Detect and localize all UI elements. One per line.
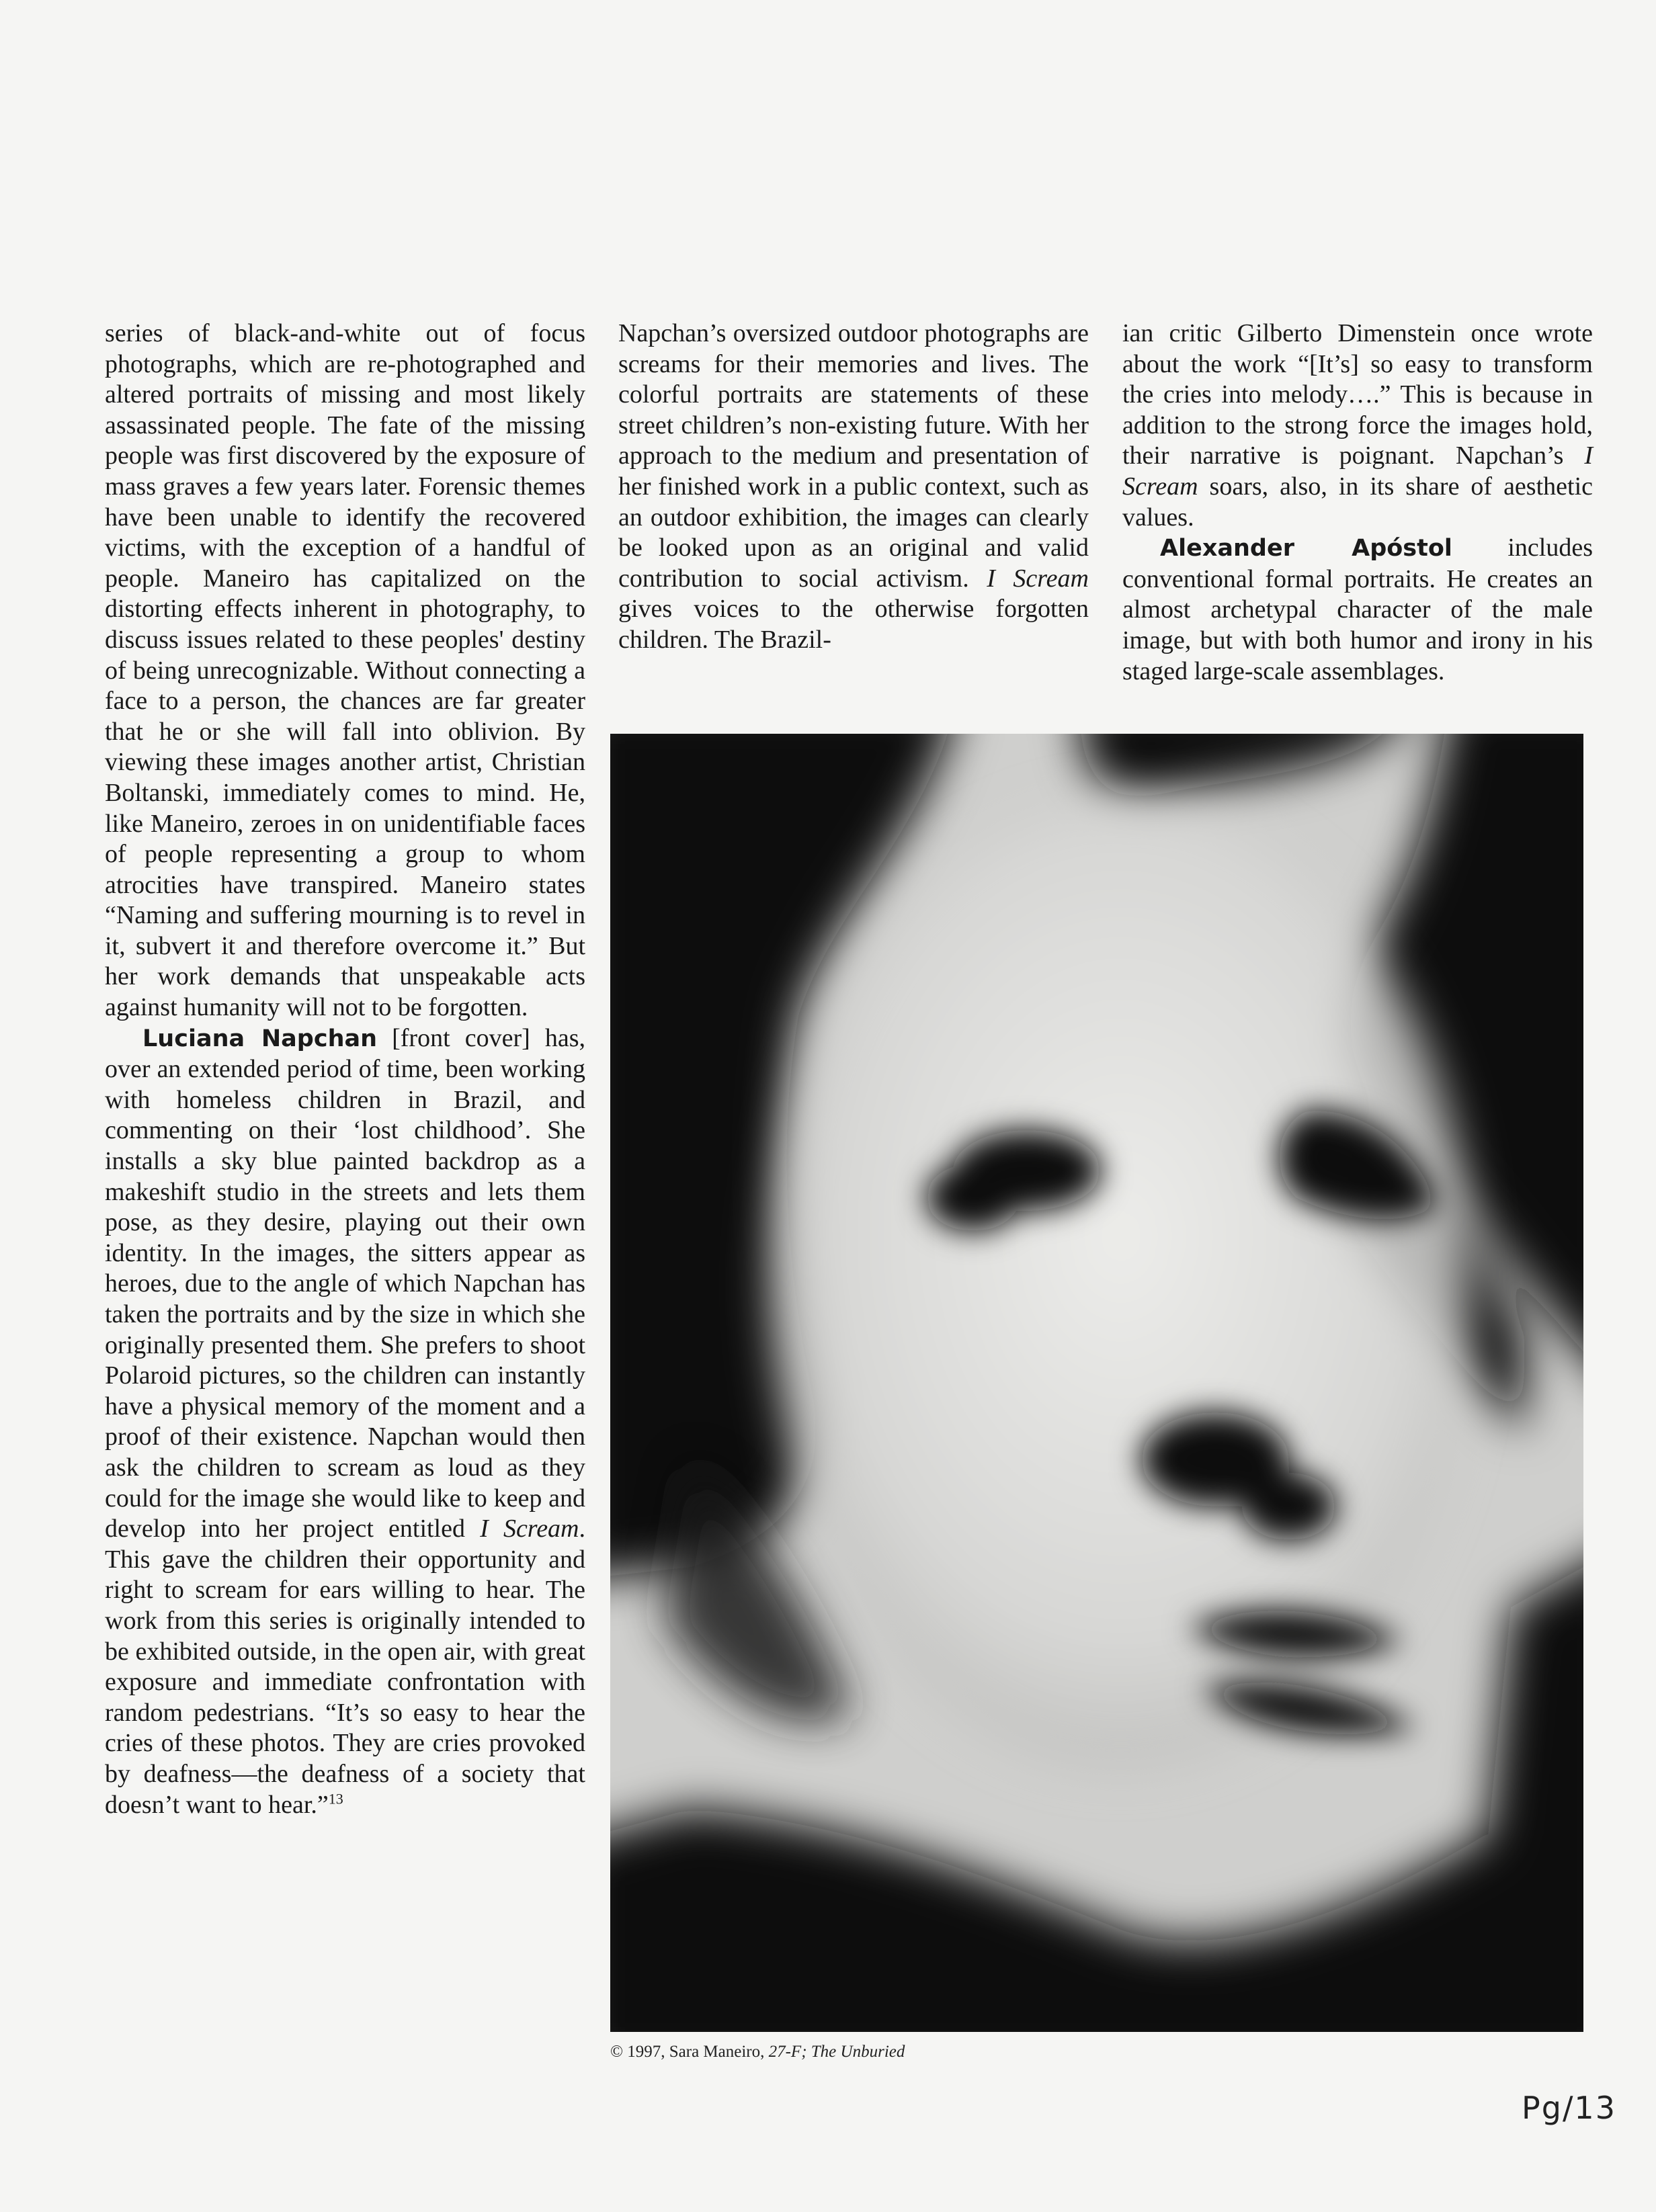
caption-credit: © 1997, Sara Maneiro, xyxy=(610,2043,769,2061)
paragraph-col3-text-b: soars, also, in its share of aesthetic values. xyxy=(1122,472,1593,531)
footnote-marker: 13 xyxy=(328,1789,343,1807)
paragraph-col2-text-b: gives voices to the otherwise forgotten children. The Brazil- xyxy=(618,595,1089,654)
work-title-i-scream: I Scream xyxy=(480,1515,579,1543)
text-column-3 xyxy=(1122,318,1593,687)
text-column-2 xyxy=(618,318,1089,656)
paragraph-dimenstein xyxy=(1122,318,1593,533)
paragraph-napchan-text-b: . This gave the children their opportunity and right to scream for ears willing to hear. The work from this series is originally intended to be exhibited outside, in the open air, with great exposure and immediate confrontation with random pedestrians. “It’s so easy to hear the cries of these photos. They are cries provoked by deafness—the deafness of a society that doesn’t want to hear.” xyxy=(105,1515,585,1819)
paragraph-col2-text-a: Napchan’s oversized outdoor photographs are screams for their memories and lives. The colorful portraits are statements of these street children’s non-existing future. With her approach to the medium and presentation of her finished work in a public context, such as an outdoor exhibition, the images can clearly be looked upon as an original and valid contribution to social activism. xyxy=(618,319,1089,593)
paragraph-maneiro: series of black-and-white out of focus photographs, which are re-photographed and altered portraits of missing and most likely assassinated people. The fate of the missing people was first discovered by the exposure of mass graves a few years later. Forensic themes have been unable to identify the recovered victims, with the exception of a handful of people. Maneiro has capitalized on the distorting effects inherent in photography, to discuss issues related to these peoples' destiny of being unrecognizable. Without connecting a face to a person, the chances are far greater that he or she will fall into oblivion. By viewing these images another artist, Christian Boltanski, immediately comes to mind. He, like Maneiro, zeroes in on unidentifiable faces of people representing a group to whom atrocities have transpired. Maneiro states “Naming and suffering mourning is to revel in it, subvert it and therefore overcome it.” But her work demands that unspeakable acts against humanity will not to be forgotten. xyxy=(105,319,585,1022)
paragraph-apostol xyxy=(1122,533,1593,687)
artist-name-apostol: Alexander Apóstol xyxy=(1160,535,1452,562)
page-number: Pg/13 xyxy=(1522,2090,1616,2126)
artist-name-napchan: Luciana Napchan xyxy=(142,1025,378,1052)
paragraph-napchan-continued xyxy=(618,318,1089,656)
paragraph-napchan xyxy=(105,1023,585,1820)
text-column-1 xyxy=(105,318,585,1820)
portrait-photograph xyxy=(610,734,1583,2032)
paragraph-apostol-text: includes conventional formal portraits. He creates an almost archetypal character of the male image, but with both humor and irony in his staged large-scale assemblages. xyxy=(1122,534,1593,685)
paragraph-col3-text-a: ian critic Gilberto Dimenstein once wrote about the work “[It’s] so easy to transform the cries into melody….” This is because in addition to the strong force the images hold, their narrative is poignant. Napchan’s xyxy=(1122,319,1593,470)
work-title-i-scream: I Scream xyxy=(1122,441,1593,501)
caption-title: 27-F; The Unburied xyxy=(768,2043,905,2061)
photo-caption xyxy=(610,2043,905,2061)
paragraph-napchan-text-a: [front cover] has, over an extended period of time, been working with homeless children in Brazil, and commenting on their ‘lost childhood’. She installs a sky blue painted backdrop as a makeshift studio in the streets and lets them pose, as they desire, playing out their own identity. In the images, the sitters appear as heroes, due to the angle of which Napchan has taken the portraits and by the size in which she originally presented them. She prefers to shoot Polaroid pictures, so the children can instantly have a physical memory of the moment and a proof of their existence. Napchan would then ask the children to scream as loud as they could for the image she would like to keep and develop into her project entitled xyxy=(105,1023,585,1543)
work-title-i-scream: I Scream xyxy=(987,564,1089,593)
